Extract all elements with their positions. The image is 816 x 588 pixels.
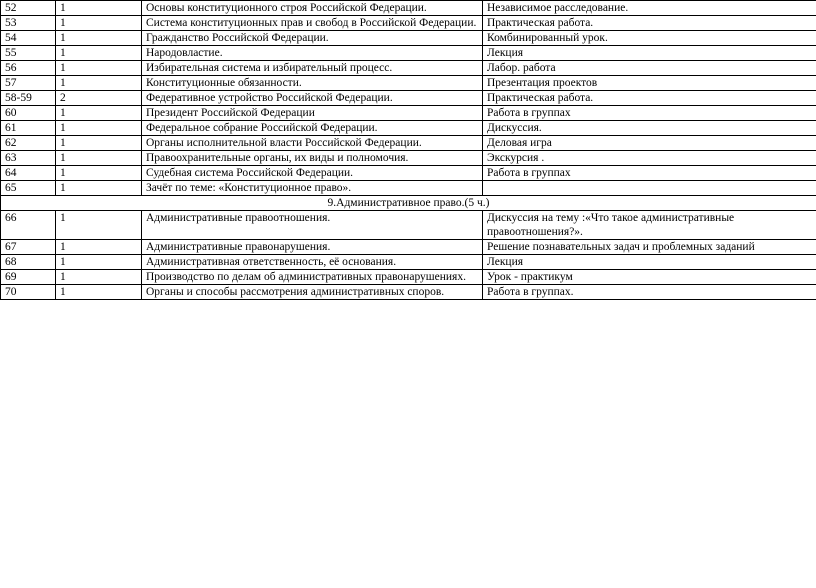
lesson-number: 64 [1,166,56,181]
lesson-form: Презентация проектов [483,76,816,91]
lesson-topic: Административная ответственность, её основания. [142,255,483,270]
lesson-form: Работа в группах. [483,285,816,300]
table-row [1,255,816,270]
lesson-number: 68 [1,255,56,270]
table-row [1,16,816,31]
lesson-topic: Конституционные обязанности. [142,76,483,91]
lesson-number: 69 [1,270,56,285]
lesson-form: Дискуссия. [483,121,816,136]
lesson-form: Лекция [483,255,816,270]
lesson-form: Работа в группах [483,166,816,181]
table-row [1,181,816,196]
lesson-number: 66 [1,211,56,240]
lesson-topic: Избирательная система и избирательный процесс. [142,61,483,76]
table-row [1,285,816,300]
lesson-number: 58-59 [1,91,56,106]
lesson-hours: 1 [56,1,142,16]
table-row [1,240,816,255]
lesson-hours: 1 [56,46,142,61]
table-row [1,151,816,166]
lesson-form: Работа в группах [483,106,816,121]
lesson-number: 67 [1,240,56,255]
lesson-number: 63 [1,151,56,166]
table-row [1,270,816,285]
lesson-topic: Федеративное устройство Российской Федерации. [142,91,483,106]
lesson-number: 62 [1,136,56,151]
lesson-topic: Народовластие. [142,46,483,61]
lesson-hours: 1 [56,136,142,151]
lesson-topic: Федеральное собрание Российской Федерации. [142,121,483,136]
lesson-hours: 1 [56,255,142,270]
lesson-hours: 1 [56,240,142,255]
lesson-topic: Президент Российской Федерации [142,106,483,121]
lesson-topic: Правоохранительные органы, их виды и полномочия. [142,151,483,166]
lesson-form: Практическая работа. [483,91,816,106]
lesson-hours: 1 [56,61,142,76]
lesson-form: Дискуссия на тему :«Что такое административные правоотношения?». [483,211,816,240]
lesson-hours: 1 [56,285,142,300]
lesson-form: Деловая игра [483,136,816,151]
lesson-hours: 2 [56,91,142,106]
lesson-topic: Органы и способы рассмотрения административных споров. [142,285,483,300]
table-row [1,121,816,136]
table-row [1,31,816,46]
lesson-topic: Производство по делам об административных правонарушениях. [142,270,483,285]
section-title: 9.Административное право.(5 ч.) [1,196,816,211]
lesson-hours: 1 [56,76,142,91]
lesson-topic: Гражданство Российской Федерации. [142,31,483,46]
table-row [1,76,816,91]
lesson-topic: Зачёт по теме: «Конституционное право». [142,181,483,196]
table-row [1,91,816,106]
lesson-hours: 1 [56,106,142,121]
lesson-form: Комбинированный урок. [483,31,816,46]
lesson-topic: Административные правонарушения. [142,240,483,255]
lesson-form [483,181,816,196]
section-header-row [1,196,816,211]
lesson-form: Практическая работа. [483,16,816,31]
lesson-hours: 1 [56,151,142,166]
lesson-number: 55 [1,46,56,61]
table-row [1,106,816,121]
lesson-topic: Система конституционных прав и свобод в Российской Федерации. [142,16,483,31]
lesson-hours: 1 [56,166,142,181]
table-body [1,1,816,300]
table-row [1,136,816,151]
lesson-number: 60 [1,106,56,121]
lesson-hours: 1 [56,121,142,136]
table-row [1,1,816,16]
table-row [1,61,816,76]
lesson-hours: 1 [56,270,142,285]
lesson-number: 54 [1,31,56,46]
lesson-topic: Судебная система Российской Федерации. [142,166,483,181]
lesson-number: 53 [1,16,56,31]
table-row [1,166,816,181]
lesson-form: Экскурсия . [483,151,816,166]
lesson-number: 70 [1,285,56,300]
lesson-topic: Органы исполнительной власти Российской Федерации. [142,136,483,151]
lesson-number: 65 [1,181,56,196]
lesson-topic: Административные правоотношения. [142,211,483,240]
lesson-form: Решение познавательных задач и проблемных заданий [483,240,816,255]
lesson-form: Лабор. работа [483,61,816,76]
lesson-form: Лекция [483,46,816,61]
table-row [1,46,816,61]
lesson-hours: 1 [56,31,142,46]
lesson-number: 56 [1,61,56,76]
lesson-number: 61 [1,121,56,136]
lesson-form: Независимое расследование. [483,1,816,16]
lesson-hours: 1 [56,211,142,240]
lesson-number: 52 [1,1,56,16]
lesson-hours: 1 [56,16,142,31]
table-row [1,211,816,240]
lesson-topic: Основы конституционного строя Российской Федерации. [142,1,483,16]
lesson-form: Урок - практикум [483,270,816,285]
lesson-hours: 1 [56,181,142,196]
lesson-number: 57 [1,76,56,91]
